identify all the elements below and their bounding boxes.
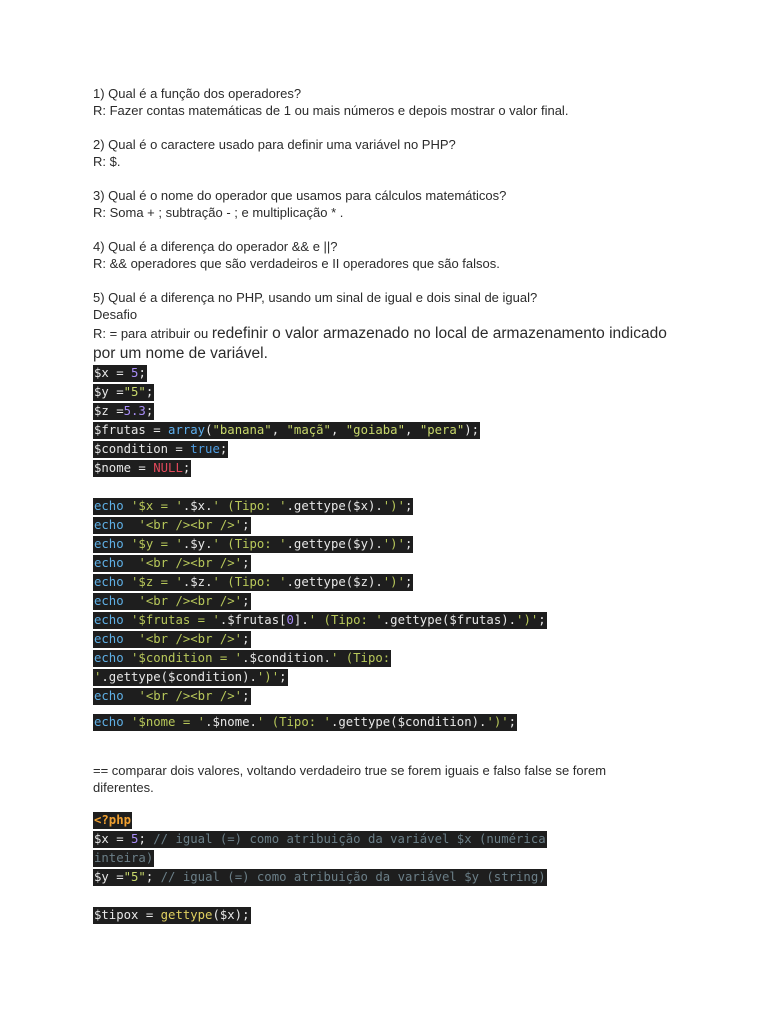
code-line: $y ="5"; // igual (=) como atribuição da variável $y (string) (94, 870, 546, 884)
code-line: $tipox = gettype($x); (94, 908, 250, 922)
answer-3: R: Soma + ; subtração - ; e multiplicação * . (93, 205, 344, 220)
code-line: '.gettype($condition).')'; (94, 670, 287, 684)
document-page (93, 85, 693, 925)
code-line: echo '<br /><br />'; (94, 594, 250, 608)
code-line: echo '$y = '.$y.' (Tipo: '.gettype($y).')'; (94, 537, 413, 551)
code-line: echo '<br /><br />'; (94, 518, 250, 532)
answer-5-line-1 (93, 324, 693, 344)
question-3: 3) Qual é o nome do operador que usamos para cálculos matemáticos? (93, 188, 507, 203)
code-line: echo '<br /><br />'; (94, 556, 250, 570)
code-line: $condition = true; (94, 442, 228, 456)
code-line: echo '$z = '.$z.' (Tipo: '.gettype($z).')'; (94, 575, 413, 589)
question-4: 4) Qual é a diferença do operador && e ||? (93, 239, 338, 254)
code-line: echo '$x = '.$x.' (Tipo: '.gettype($x).')'; (94, 499, 413, 513)
answer-5-text: redefinir o valor armazenado no local de armazenamento indicado (211, 325, 667, 342)
code-line: echo '$condition = '.$condition.' (Tipo: (94, 651, 391, 665)
answer-5-line-2: por um nome de variável. (93, 345, 268, 362)
code-line: $frutas = array("banana", "maçã", "goiaba", "pera"); (94, 423, 480, 437)
code-line: $nome = NULL; (94, 461, 191, 475)
question-5: 5) Qual é a diferença no PHP, usando um sinal de igual e dois sinal de igual? (93, 290, 538, 305)
question-1: 1) Qual é a função dos operadores? (93, 86, 302, 101)
code-line: echo '<br /><br />'; (94, 632, 250, 646)
code-line: $z =5.3; (94, 404, 154, 418)
code-line: $x = 5; (94, 366, 146, 380)
code-line: echo '$frutas = '.$frutas[0].' (Tipo: '.gettype($frutas).')'; (94, 613, 546, 627)
code-line: <?php (94, 813, 132, 827)
code-line: echo '$nome = '.$nome.' (Tipo: '.gettype($condition).')'; (94, 715, 517, 729)
code-line: inteira) (94, 851, 154, 865)
answer-5-prefix: R: = para atribuir ou (93, 326, 212, 341)
code-line: echo '<br /><br />'; (94, 689, 250, 703)
answer-1: R: Fazer contas matemáticas de 1 ou mais números e depois mostrar o valor final. (93, 103, 569, 118)
compare-text-line-1: == comparar dois valores, voltando verdadeiro true se forem iguais e falso false se forem (93, 763, 607, 778)
code-line: $x = 5; // igual (=) como atribuição da variável $x (numérica (94, 832, 546, 846)
compare-text-line-2: diferentes. (93, 780, 154, 795)
answer-4: R: && operadores que são verdadeiros e II operadores que são falsos. (93, 256, 500, 271)
challenge-label: Desafio (93, 307, 138, 322)
answer-2: R: $. (93, 154, 121, 169)
question-2: 2) Qual é o caractere usado para definir uma variável no PHP? (93, 137, 456, 152)
code-line: $y ="5"; (94, 385, 154, 399)
